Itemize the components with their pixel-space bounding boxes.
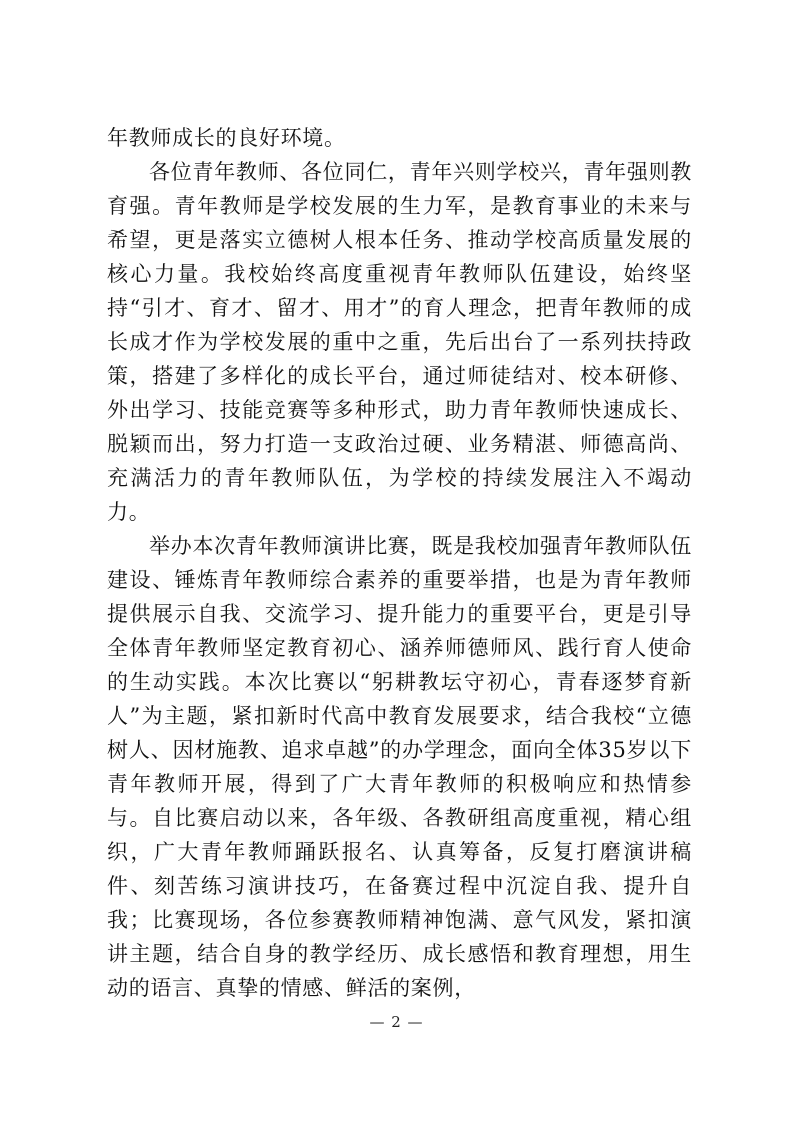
- document-body: [107, 121, 692, 1005]
- paragraph-young-teachers: 各位青年教师、各位同仁，青年兴则学校兴，青年强则教育强。青年教师是学校发展的生力军，是教育事业的未来与希望，更是落实立德树人根本任务、推动学校高质量发展的核心力量。我校始终高度重视青年教师队伍建设，始终坚持“引才、育才、留才、用才”的育人理念，把青年教师的成长成才作为学校发展的重中之重，先后出台了一系列扶持政策，搭建了多样化的成长平台，通过师徒结对、校本研修、外出学习、技能竞赛等多种形式，助力青年教师快速成长、脱颖而出，努力打造一支政治过硬、业务精湛、师德高尚、充满活力的青年教师队伍，为学校的持续发展注入不竭动力。: [107, 160, 692, 524]
- page-number: — 2 —: [369, 1013, 424, 1031]
- paragraph-continuation: 年教师成长的良好环境。: [107, 126, 346, 150]
- paragraph-speech-contest: 举办本次青年教师演讲比赛，既是我校加强青年教师队伍建设、锤炼青年教师综合素养的重要举措，也是为青年教师提供展示自我、交流学习、提升能力的重要平台，更是引导全体青年教师坚定教育初心、涵养师德师风、践行育人使命的生动实践。本次比赛以“躬耕教坛守初心，青春逐梦育新人”为主题，紧扣新时代高中教育发展要求，结合我校“立德树人、因材施教、追求卓越”的办学理念，面向全体35岁以下青年教师开展，得到了广大青年教师的积极响应和热情参与。自比赛启动以来，各年级、各教研组高度重视，精心组织，广大青年教师踊跃报名、认真筹备，反复打磨演讲稿件、刻苦练习演讲技巧，在备赛过程中沉淀自我、提升自我；比赛现场，各位参赛教师精神饱满、意气风发，紧扣演讲主题，结合自身的教学经历、成长感悟和教育理想，用生动的语言、真挚的情感、鲜活的案例，: [107, 534, 692, 1000]
